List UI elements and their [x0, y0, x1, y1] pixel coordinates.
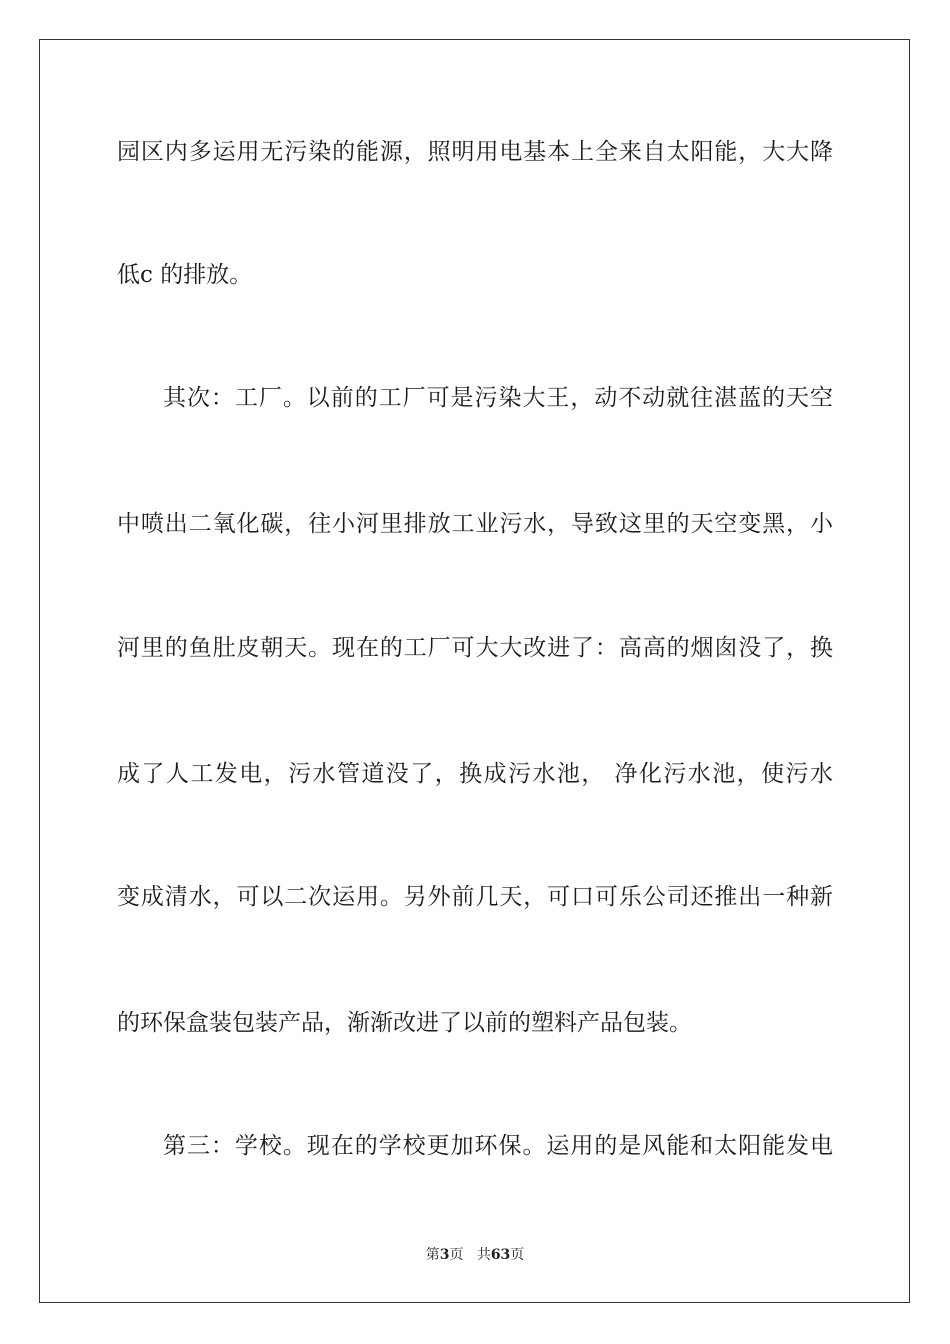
total-suffix: 页 [510, 1247, 525, 1263]
total-pages: 63 [490, 1247, 511, 1263]
page-border [39, 39, 910, 1303]
total-prefix: 共 [476, 1247, 491, 1263]
paragraph-start-line-9: 第三：学校。现在的学校更加环保。运用的是风能和太阳能发电 [163, 1133, 833, 1159]
page-prefix: 第 [425, 1247, 440, 1263]
paragraph-start-line-3: 其次：工厂。以前的工厂可是污染大王，动不动就往湛蓝的天空 [163, 385, 833, 411]
page-suffix: 页 [449, 1247, 464, 1263]
body-text-line-1: 园区内多运用无污染的能源，照明用电基本上全来自太阳能，大大降 [117, 139, 833, 165]
body-text-line-8: 的环保盒装包装产品，渐渐改进了以前的塑料产品包装。 [117, 1010, 692, 1036]
body-text-line-6: 成了人工发电，污水管道没了，换成污水池， 净化污水池，使污水 [117, 761, 833, 787]
body-text-line-7: 变成清水，可以二次运用。另外前几天，可口可乐公司还推出一种新 [117, 884, 833, 910]
page-number: 3 [439, 1247, 450, 1263]
body-text-line-2: 低c 的排放。 [117, 262, 253, 288]
body-text-line-4: 中喷出二氧化碳，往小河里排放工业污水，导致这里的天空变黑，小 [117, 511, 833, 537]
page-footer [0, 1246, 950, 1264]
body-text-line-5: 河里的鱼肚皮朝天。现在的工厂可大大改进了：高高的烟囱没了，换 [117, 635, 833, 661]
